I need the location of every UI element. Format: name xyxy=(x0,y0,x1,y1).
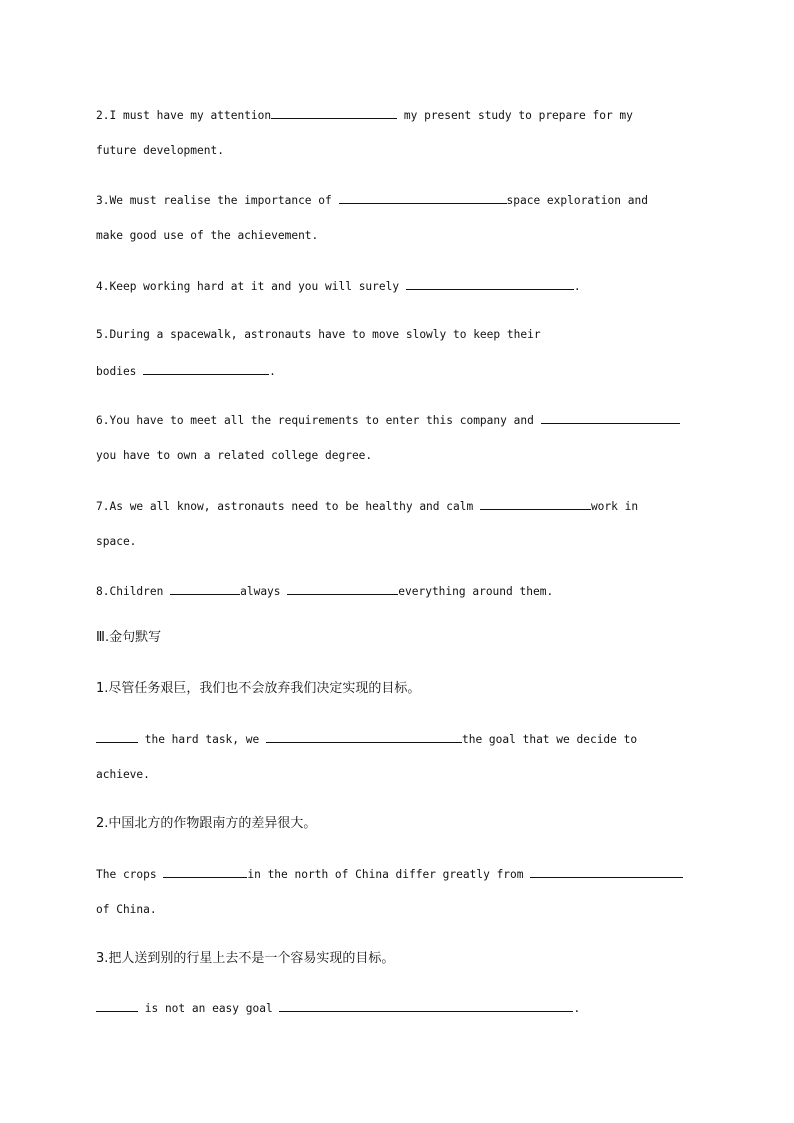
question-text: We must realise the importance of xyxy=(109,194,339,207)
answer-blank[interactable] xyxy=(96,1000,138,1012)
question-5-line-2 xyxy=(96,363,276,380)
question-6-line-1 xyxy=(96,412,680,429)
answer-text: the goal that we decide to xyxy=(461,733,638,746)
question-text: space exploration and xyxy=(506,194,648,207)
sentence-2-answer-line-1 xyxy=(96,866,683,883)
question-3-line-1 xyxy=(96,192,648,209)
question-7-line-1 xyxy=(96,498,638,515)
question-text: my present study to prepare for my xyxy=(397,109,633,122)
answer-blank[interactable] xyxy=(406,278,574,290)
answer-text: achieve. xyxy=(96,768,150,781)
question-text: During a spacewalk, astronauts have to move slowly to keep their xyxy=(109,328,541,341)
answer-blank[interactable] xyxy=(170,583,240,595)
sentence-2-prompt: 2.中国北方的作物跟南方的差异很大。 xyxy=(96,816,317,831)
question-text: Keep working hard at it and you will surely xyxy=(109,280,406,293)
question-number: 2. xyxy=(96,109,110,122)
question-text: As we all know, astronauts need to be healthy and calm xyxy=(109,500,480,513)
answer-blank[interactable] xyxy=(271,107,397,119)
answer-blank[interactable] xyxy=(339,192,507,204)
question-text: everything around them. xyxy=(398,585,554,598)
question-text: you have to own a related college degree. xyxy=(96,449,373,462)
question-text: I must have my attention xyxy=(109,109,272,122)
section-title: Ⅲ.金句默写 xyxy=(96,630,162,645)
question-3-line-2 xyxy=(96,228,318,244)
answer-blank[interactable] xyxy=(287,583,398,595)
answer-blank[interactable] xyxy=(541,412,680,424)
answer-text: in the north of China differ greatly from xyxy=(247,868,531,881)
sentence-3-prompt: 3.把人送到别的行星上去不是一个容易实现的目标。 xyxy=(96,951,395,966)
question-2-line-2 xyxy=(96,143,224,159)
question-text: work in xyxy=(590,500,639,513)
question-text: future development. xyxy=(96,144,224,157)
answer-text: . xyxy=(573,1002,581,1015)
answer-blank[interactable] xyxy=(143,363,269,375)
question-number: 4. xyxy=(96,280,110,293)
question-text: always xyxy=(240,585,288,598)
question-number: 3. xyxy=(96,194,110,207)
answer-blank[interactable] xyxy=(279,1000,573,1012)
sentence-1-prompt: 1.尽管任务艰巨，我们也不会放弃我们决定实现的目标。 xyxy=(96,681,421,696)
question-number: 6. xyxy=(96,414,110,427)
question-5-line-1 xyxy=(96,327,541,343)
question-7-line-2 xyxy=(96,534,136,550)
question-text: space. xyxy=(96,535,137,548)
answer-text: The crops xyxy=(96,868,164,881)
question-number: 5. xyxy=(96,328,110,341)
sentence-1-answer-line-2 xyxy=(96,767,150,783)
sentence-2-answer-line-2 xyxy=(96,902,157,918)
answer-blank[interactable] xyxy=(163,866,247,878)
question-8-line-1 xyxy=(96,583,553,600)
answer-text: of China. xyxy=(96,903,157,916)
answer-blank[interactable] xyxy=(96,731,138,743)
question-text: You have to meet all the requirements to enter this company and xyxy=(109,414,541,427)
question-text: bodies xyxy=(96,365,144,378)
question-text: Children xyxy=(109,585,171,598)
sentence-1-answer-line-1 xyxy=(96,731,637,748)
question-number: 8. xyxy=(96,585,110,598)
question-text: . xyxy=(573,280,581,293)
answer-blank[interactable] xyxy=(530,866,683,878)
answer-text: is not an easy goal xyxy=(138,1002,280,1015)
question-number: 7. xyxy=(96,500,110,513)
answer-blank[interactable] xyxy=(266,731,462,743)
question-6-line-2 xyxy=(96,448,372,464)
sentence-3-answer-line-1 xyxy=(96,1000,580,1017)
question-2-line-1 xyxy=(96,107,633,124)
question-text: . xyxy=(269,365,276,378)
question-text: make good use of the achievement. xyxy=(96,229,319,242)
answer-text: the hard task, we xyxy=(138,733,266,746)
answer-blank[interactable] xyxy=(480,498,591,510)
question-4-line-1 xyxy=(96,278,581,295)
